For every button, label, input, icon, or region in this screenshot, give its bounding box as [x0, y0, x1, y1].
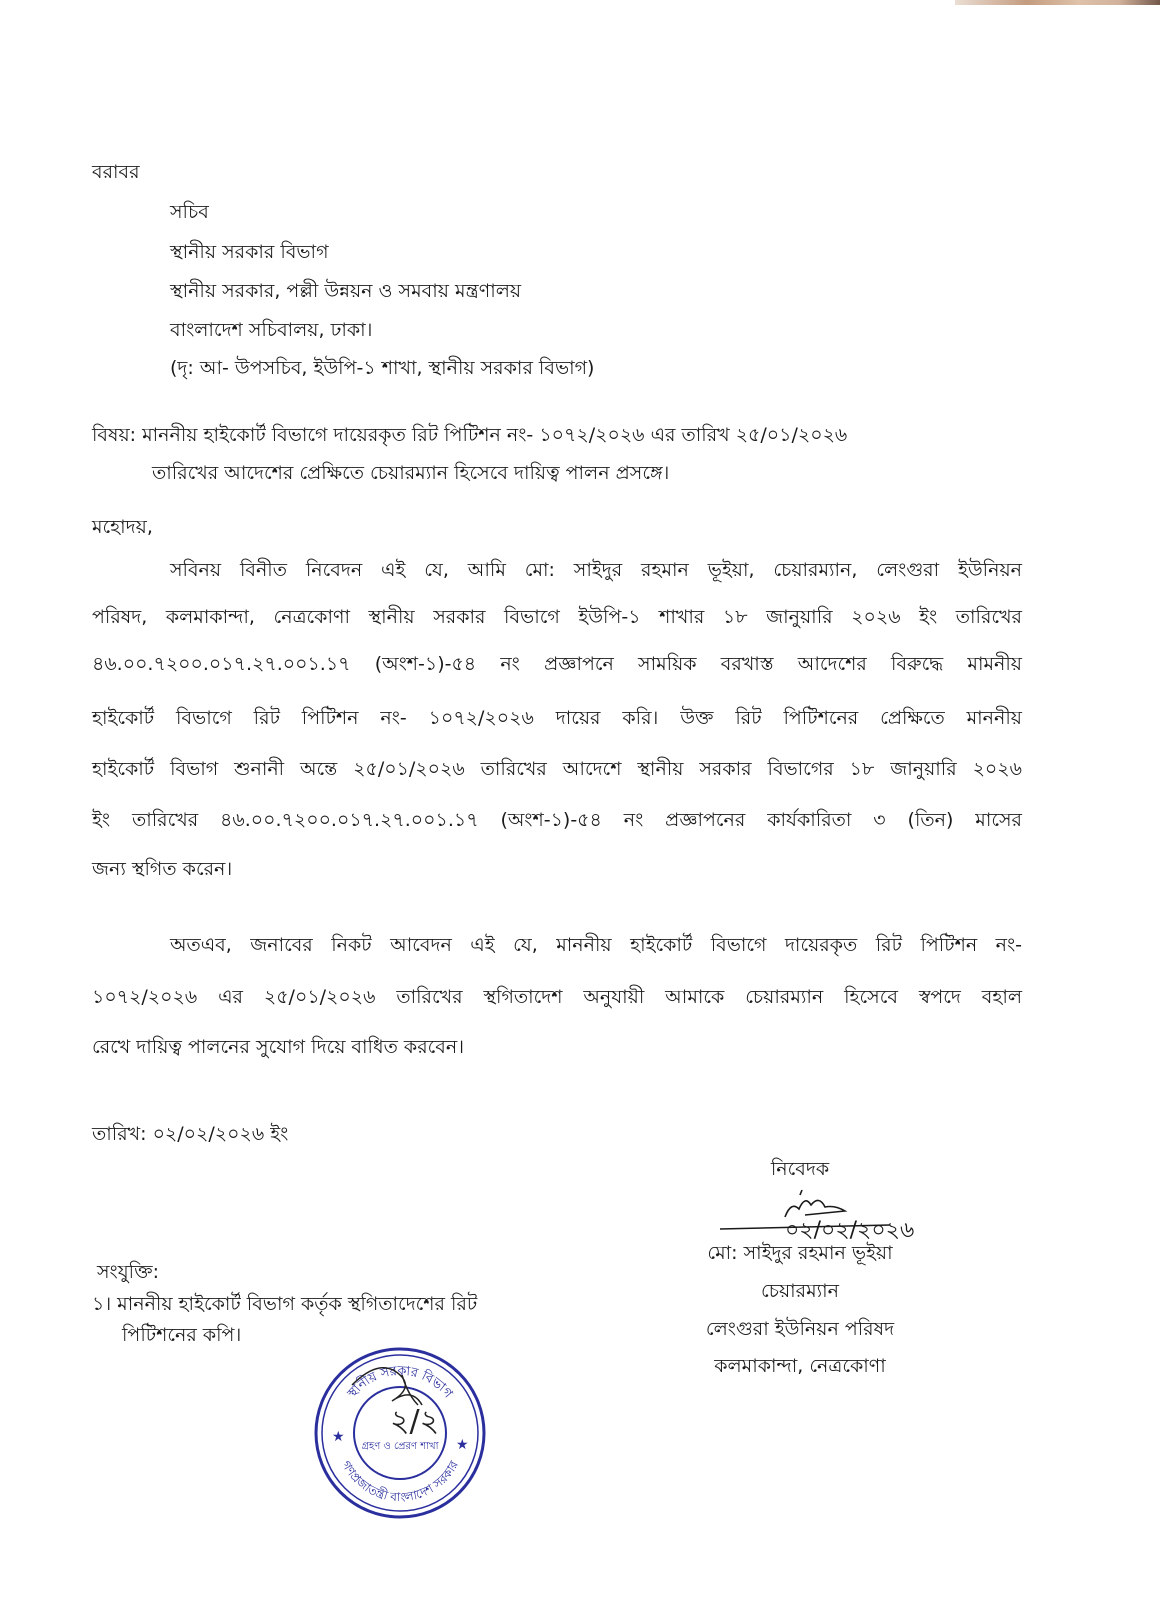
greeting: মহোদয়,: [92, 516, 153, 538]
body-line: ইং তারিখের ৪৬.০০.৭২০০.০১৭.২৭.০০১.১৭ (অংশ-১)-৫৪ নং প্রজ্ঞাপনের কার্যকারিতা ৩ (তিন) মাসের: [92, 809, 1022, 831]
recipient-line: স্থানীয় সরকার, পল্লী উন্নয়ন ও সমবায় মন্ত্রণালয়: [170, 280, 522, 302]
stamp-handwritten-number: ২/২: [390, 1404, 440, 1439]
subject-line: বিষয়: মাননীয় হাইকোর্ট বিভাগে দায়েরকৃত রিট পিটিশন নং- ১০৭২/২০২৬ এর তারিখ ২৫/০১/২০২৬: [92, 424, 848, 446]
signatory-designation: চেয়ারম্যান: [760, 1280, 840, 1302]
body-line: অতএব, জনাবের নিকট আবেদন এই যে, মাননীয় হাইকোর্ট বিভাগে দায়েরকৃত রিট পিটিশন নং-: [170, 934, 1022, 956]
stamp-bottom-text: গণপ্রজাতন্ত্রী বাংলাদেশ সরকার: [339, 1458, 461, 1505]
signature-date: ০২/০২/২০২৬: [785, 1218, 915, 1243]
stamp-inner-text: গ্রহণ ও প্রেরণ শাখা: [361, 1441, 439, 1452]
stamp-top-text: স্থানীয় সরকার বিভাগ: [344, 1363, 456, 1402]
date-line: তারিখ: ০২/০২/২০২৬ ইং: [92, 1123, 289, 1145]
subject-line: তারিখের আদেশের প্রেক্ষিতে চেয়ারম্যান হিসেবে দায়িত্ব পালন প্রসঙ্গে।: [152, 462, 670, 484]
signatory-location: কলমাকান্দা, নেত্রকোণা: [714, 1355, 886, 1377]
body-line: জন্য স্থগিত করেন।: [92, 858, 233, 880]
body-line: পরিষদ, কলমাকান্দা, নেত্রকোণা স্থানীয় সরকার বিভাগে ইউপি-১ শাখার ১৮ জানুয়ারি ২০২৬ ইং তারিখের: [92, 606, 1022, 628]
body-line: সবিনয় বিনীত নিবেদন এই যে, আমি মো: সাইদুর রহমান ভূইয়া, চেয়ারম্যান, লেংগুরা ইউনিয়ন: [170, 559, 1022, 581]
body-line: রেখে দায়িত্ব পালনের সুযোগ দিয়ে বাধিত করবেন।: [92, 1036, 464, 1058]
salutation-to: বরাবর: [92, 161, 140, 183]
recipient-line: (দৃ: আ- উপসচিব, ইউপি-১ শাখা, স্থানীয় সরকার বিভাগ): [170, 357, 595, 379]
official-stamp: [312, 1345, 488, 1521]
top-edge-strip: [955, 0, 1160, 5]
signature-label: নিবেদক: [770, 1158, 830, 1180]
signatory-name: মো: সাইদুর রহমান ভূইয়া: [707, 1242, 893, 1264]
signatory-organization: লেংগুরা ইউনিয়ন পরিষদ: [705, 1318, 895, 1340]
recipient-line: স্থানীয় সরকার বিভাগ: [170, 241, 329, 263]
attachment-heading: সংযুক্তি:: [97, 1261, 159, 1283]
recipient-line: বাংলাদেশ সচিবালয়, ঢাকা।: [170, 319, 373, 341]
handwritten-signature: [690, 1185, 930, 1245]
attachment-item-cont: পিটিশনের কপি।: [122, 1324, 242, 1346]
body-line: ৪৬.০০.৭২০০.০১৭.২৭.০০১.১৭ (অংশ-১)-৫৪ নং প্রজ্ঞাপনে সাময়িক বরখাস্ত আদেশের বিরুদ্ধে মামনীয়: [92, 653, 1022, 675]
star-icon: ★: [332, 1429, 345, 1445]
attachment-item: ১। মাননীয় হাইকোর্ট বিভাগ কর্তৃক স্থগিতাদেশের রিট: [92, 1293, 478, 1315]
body-line: ১০৭২/২০২৬ এর ২৫/০১/২০২৬ তারিখের স্থগিতাদেশ অনুযায়ী আমাকে চেয়ারম্যান হিসেবে স্বপদে বহাল: [92, 986, 1022, 1008]
body-line: হাইকোর্ট বিভাগে রিট পিটিশন নং- ১০৭২/২০২৬ দায়ের করি। উক্ত রিট পিটিশনের প্রেক্ষিতে মাননীয়: [92, 707, 1022, 729]
body-line: হাইকোর্ট বিভাগ শুনানী অন্তে ২৫/০১/২০২৬ তারিখের আদেশে স্থানীয় সরকার বিভাগের ১৮ জানুয়ারি ২০২৬: [92, 758, 1022, 780]
star-icon: ★: [456, 1437, 469, 1453]
recipient-line: সচিব: [170, 201, 209, 223]
